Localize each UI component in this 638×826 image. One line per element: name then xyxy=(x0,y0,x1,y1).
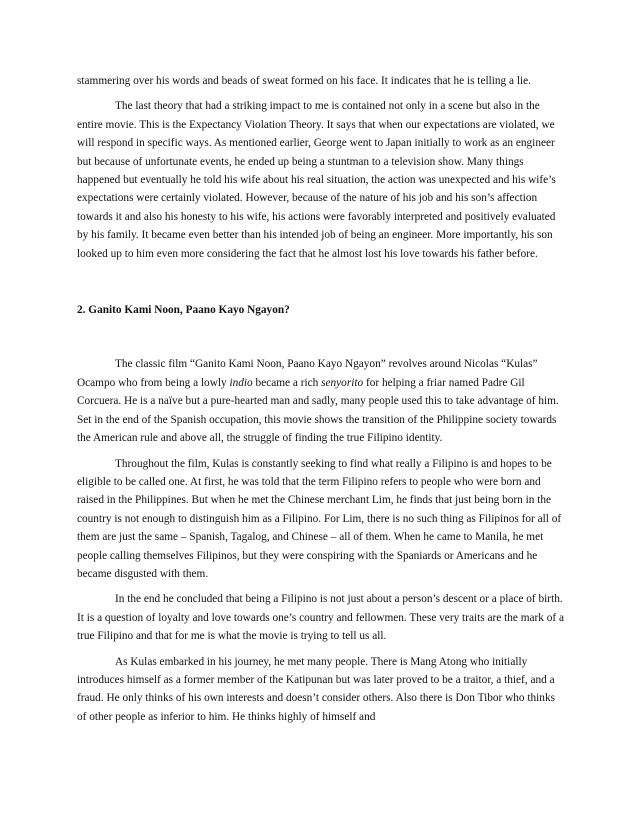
italic-term-indio: indio xyxy=(229,376,253,389)
document-body xyxy=(77,72,565,733)
paragraph-characters: As Kulas embarked in his journey, he met many people. There is Mang Atong who initially introduces himself as a former member of the Katipunan but was later proved to be a traitor, a thief, and a fraud. He only thinks of his own interests and doesn’t consider others. Also there is Don Tibor who thinks of other people as inferior to him. He thinks highly of himself and xyxy=(77,655,555,723)
italic-term-senyorito: senyorito xyxy=(321,376,364,389)
paragraph-expectancy-violation: The last theory that had a striking impact to me is contained not only in a scene but also in the entire movie. This is the Expectancy Violation Theory. It says that when our expectations are violated, we will respond in specific ways. As mentioned earlier, George went to Japan initially to work as an engineer but because of unfortunate events, he ended up being a stuntman to a television show. Many things happened but eventually he told his wife about his real situation, the action was unexpected and his wife’s expectations were certainly violated. However, because of the nature of his job and his son’s affection towards it and also his honesty to his wife, his actions were favorably interpreted and positively evaluated by his family. It became even better than his intended job of being an engineer. More importantly, his son looked up to him even more considering the fact that he almost lost his love towards his father before. xyxy=(77,100,556,260)
text-run: The classic film “Ganito Kami Noon, Paano Kayo Ngayon” revolves around Nicolas “Kulas” Ocampo who from being a lowly xyxy=(77,358,538,389)
section-heading: 2. Ganito Kami Noon, Paano Kayo Ngayon? xyxy=(77,304,290,317)
text-run: for helping a friar named Padre Gil Corcuera. He is a naïve but a pure-hearted man and sadly, many people used this to take advantage of him. Set in the end of the Spanish occupation, this movie shows the transition of the Philippine society towards the American rule and above all, the struggle of finding the true Filipino identity. xyxy=(77,376,559,445)
paragraph-film-intro xyxy=(77,355,565,447)
paragraph-conclusion: In the end he concluded that being a Filipino is not just about a person’s descent or a place of birth. It is a question of loyalty and love towards one’s country and fellowmen. These very traits are the mark of a true Filipino and that for me is what the movie is trying to tell us all. xyxy=(77,593,564,643)
paragraph-filipino-identity: Throughout the film, Kulas is constantly seeking to find what really a Filipino is and hopes to be eligible to be called one. At first, he was told that the term Filipino refers to people who were born and raised in the Philippines. But when he met the Chinese merchant Lim, he finds that just being born in the country is not enough to distinguish him as a Filipino. For Lim, there is no such thing as Filipinos for all of them are just the same – Spanish, Tagalog, and Chinese – all of them. When he came to Manila, he met people calling themselves Filipinos, but they were conspiring with the Spaniards or Americans and he became disgusted with them. xyxy=(77,457,562,580)
paragraph-continuation: stammering over his words and beads of sweat formed on his face. It indicates that he is telling a lie. xyxy=(77,75,531,87)
text-run: became a rich xyxy=(252,376,322,389)
